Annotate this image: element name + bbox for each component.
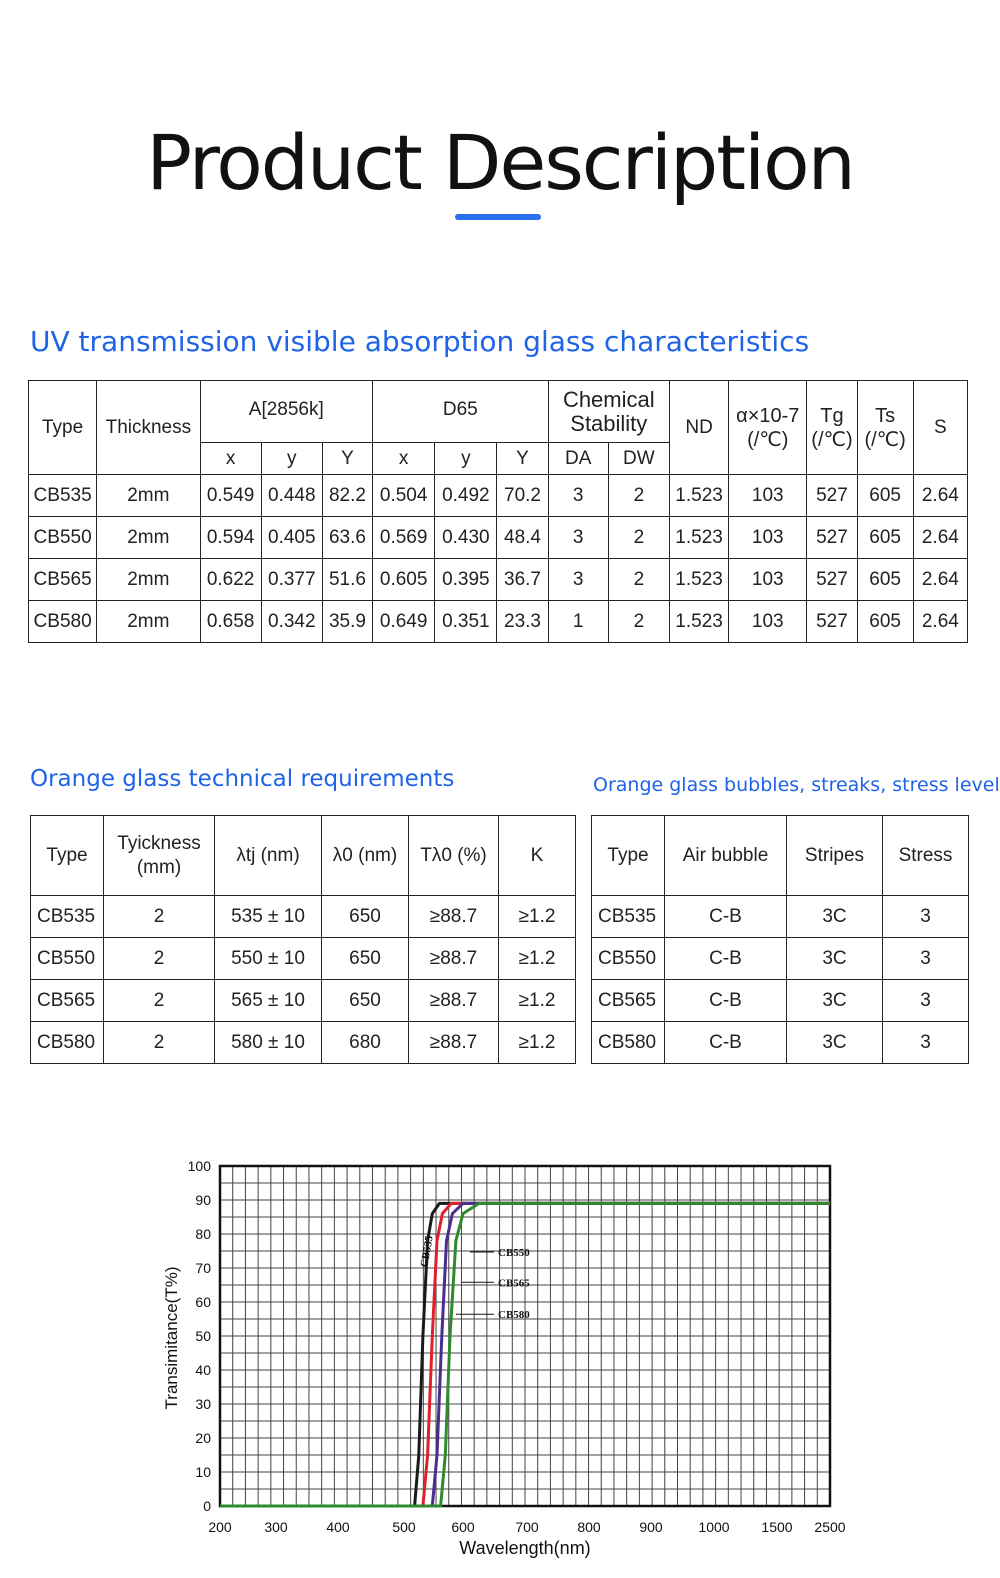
section2-title: Orange glass technical requirements	[30, 766, 455, 792]
cell: 2mm	[97, 559, 200, 601]
cell: C-B	[665, 896, 787, 938]
cell: 0.658	[200, 601, 261, 643]
cell: 3	[883, 980, 969, 1022]
cell: 650	[322, 938, 409, 980]
cell: 0.430	[435, 517, 497, 559]
header-thickness: Thickness	[97, 381, 200, 475]
y-axis-ticks	[188, 1158, 212, 1514]
transmittance-chart	[0, 1140, 1000, 1578]
cell: CB580	[592, 1022, 665, 1064]
x-tick-label: 200	[208, 1519, 232, 1535]
bubbles-streaks-stress-table	[591, 815, 969, 1064]
table-row	[592, 1022, 969, 1064]
cell: 0.549	[200, 475, 261, 517]
cell: 36.7	[497, 559, 548, 601]
header-tg-line2: (/℃)	[811, 428, 853, 451]
header-chemical-stability	[548, 381, 669, 443]
cell: 103	[729, 601, 807, 643]
header-alpha-line2: (/℃)	[747, 428, 789, 451]
cell: 2	[608, 475, 669, 517]
cell: 2	[104, 1022, 215, 1064]
cell: ≥88.7	[409, 1022, 499, 1064]
cell: CB550	[29, 517, 97, 559]
header-d65: D65	[373, 381, 549, 443]
header-tg	[807, 381, 857, 475]
cell: 0.504	[373, 475, 435, 517]
x-axis-label: Wavelength(nm)	[459, 1538, 591, 1558]
table-row	[31, 980, 576, 1022]
table-row	[29, 475, 968, 517]
x-tick-label: 700	[515, 1519, 539, 1535]
y-tick-label: 60	[195, 1294, 211, 1310]
cell: 2.64	[913, 517, 967, 559]
header-a-x: x	[200, 443, 261, 475]
cell: CB580	[29, 601, 97, 643]
cell: 0.405	[261, 517, 322, 559]
cell: 2mm	[97, 517, 200, 559]
header-ts-line2: (/℃)	[864, 428, 906, 451]
annotation-cb550: CB550	[498, 1247, 530, 1260]
cell: 0.448	[261, 475, 322, 517]
header-thickness	[104, 816, 215, 896]
cell: 0.605	[373, 559, 435, 601]
cell: 2.64	[913, 475, 967, 517]
header-ltj: λtj (nm)	[215, 816, 322, 896]
cell: 3C	[787, 896, 883, 938]
cell: C-B	[665, 980, 787, 1022]
cell: 2	[104, 896, 215, 938]
y-axis-label: Transimitance(T%)	[162, 1266, 181, 1410]
cell: CB535	[592, 896, 665, 938]
y-tick-label: 70	[195, 1260, 211, 1276]
header-ts-line1: Ts	[875, 404, 896, 427]
cell: 527	[807, 601, 857, 643]
cell: 2	[608, 559, 669, 601]
cell: 0.342	[261, 601, 322, 643]
table-row	[29, 517, 968, 559]
header-stress: Stress	[883, 816, 969, 896]
x-tick-label: 800	[577, 1519, 601, 1535]
table-row	[29, 601, 968, 643]
cell: 565 ± 10	[215, 980, 322, 1022]
header-a-y: y	[261, 443, 322, 475]
table-row	[31, 938, 576, 980]
header-dw: DW	[608, 443, 669, 475]
cell: CB535	[29, 475, 97, 517]
header-stripes: Stripes	[787, 816, 883, 896]
table-row	[31, 896, 576, 938]
table-row	[31, 1022, 576, 1064]
section3-title: Orange glass bubbles, streaks, stress level	[593, 774, 1000, 796]
header-type: Type	[31, 816, 104, 896]
header-a2856k: A[2856k]	[200, 381, 373, 443]
cell: 580 ± 10	[215, 1022, 322, 1064]
cell: 3	[548, 559, 608, 601]
header-da: DA	[548, 443, 608, 475]
cell: ≥88.7	[409, 896, 499, 938]
header-l0: λ0 (nm)	[322, 816, 409, 896]
cell: C-B	[665, 938, 787, 980]
y-tick-label: 20	[195, 1430, 211, 1446]
cell: 605	[857, 475, 913, 517]
cell: 2mm	[97, 475, 200, 517]
cell: 2.64	[913, 601, 967, 643]
header-air-bubble: Air bubble	[665, 816, 787, 896]
cell: 3	[883, 1022, 969, 1064]
x-tick-label: 1000	[698, 1519, 730, 1535]
cell: 650	[322, 980, 409, 1022]
cell: 0.492	[435, 475, 497, 517]
cell: 527	[807, 475, 857, 517]
cell: 0.377	[261, 559, 322, 601]
header-d-y: y	[435, 443, 497, 475]
cell: ≥88.7	[409, 938, 499, 980]
cell: ≥88.7	[409, 980, 499, 1022]
table-row	[592, 938, 969, 980]
cell: 2	[104, 980, 215, 1022]
header-alpha	[729, 381, 807, 475]
cell: 51.6	[322, 559, 372, 601]
cell: 2.64	[913, 559, 967, 601]
cell: 527	[807, 517, 857, 559]
header-alpha-line1: α×10-7	[736, 404, 800, 427]
x-tick-label: 2500	[814, 1519, 846, 1535]
cell: ≥1.2	[499, 938, 576, 980]
cell: CB565	[31, 980, 104, 1022]
x-tick-label: 900	[639, 1519, 663, 1535]
cell: 1.523	[669, 475, 728, 517]
cell: 1	[548, 601, 608, 643]
x-tick-label: 1500	[761, 1519, 793, 1535]
cell: 535 ± 10	[215, 896, 322, 938]
cell: 3	[548, 517, 608, 559]
cell: 605	[857, 517, 913, 559]
cell: 527	[807, 559, 857, 601]
header-type: Type	[592, 816, 665, 896]
y-tick-label: 80	[195, 1226, 211, 1242]
cell: 1.523	[669, 559, 728, 601]
x-tick-label: 600	[451, 1519, 475, 1535]
table-row	[592, 896, 969, 938]
cell: 3	[883, 938, 969, 980]
table-row	[29, 559, 968, 601]
x-tick-label: 500	[392, 1519, 416, 1535]
cell: CB565	[592, 980, 665, 1022]
cell: 103	[729, 475, 807, 517]
header-type: Type	[29, 381, 97, 475]
cell: 23.3	[497, 601, 548, 643]
cell: C-B	[665, 1022, 787, 1064]
cell: 48.4	[497, 517, 548, 559]
cell: 605	[857, 601, 913, 643]
header-d-x: x	[373, 443, 435, 475]
cell: 550 ± 10	[215, 938, 322, 980]
annotation-cb580: CB580	[498, 1309, 530, 1322]
cell: 103	[729, 559, 807, 601]
header-tl0: Tλ0 (%)	[409, 816, 499, 896]
header-nd: ND	[669, 381, 728, 475]
x-tick-label: 400	[326, 1519, 350, 1535]
cell: 650	[322, 896, 409, 938]
section1-title: UV transmission visible absorption glass characteristics	[30, 325, 810, 358]
cell: 2	[608, 601, 669, 643]
cell: CB550	[592, 938, 665, 980]
y-tick-label: 40	[195, 1362, 211, 1378]
x-tick-label: 300	[264, 1519, 288, 1535]
annotation-cb535: CB535	[418, 1234, 436, 1269]
cell: CB535	[31, 896, 104, 938]
cell: 0.622	[200, 559, 261, 601]
cell: 3C	[787, 980, 883, 1022]
cell: 63.6	[322, 517, 372, 559]
cell: 3C	[787, 938, 883, 980]
y-tick-label: 50	[195, 1328, 211, 1344]
y-tick-label: 0	[203, 1498, 211, 1514]
cell: 0.594	[200, 517, 261, 559]
header-d-Y: Y	[497, 443, 548, 475]
cell: 3	[548, 475, 608, 517]
cell: 1.523	[669, 517, 728, 559]
cell: 2	[104, 938, 215, 980]
cell: 1.523	[669, 601, 728, 643]
cell: CB550	[31, 938, 104, 980]
cell: 103	[729, 517, 807, 559]
cell: 35.9	[322, 601, 372, 643]
cell: 0.351	[435, 601, 497, 643]
cell: 0.395	[435, 559, 497, 601]
cell: CB565	[29, 559, 97, 601]
cell: 3	[883, 896, 969, 938]
y-tick-label: 30	[195, 1396, 211, 1412]
table-row	[592, 980, 969, 1022]
cell: 0.569	[373, 517, 435, 559]
annotation-cb565: CB565	[498, 1277, 530, 1290]
cell: 605	[857, 559, 913, 601]
header-s: S	[913, 381, 967, 475]
cell: ≥1.2	[499, 896, 576, 938]
cell: 680	[322, 1022, 409, 1064]
title-underline	[455, 214, 541, 220]
y-tick-label: 90	[195, 1192, 211, 1208]
glass-characteristics-table	[28, 380, 968, 643]
cell: 2mm	[97, 601, 200, 643]
cell: ≥1.2	[499, 1022, 576, 1064]
cell: 70.2	[497, 475, 548, 517]
cell: 82.2	[322, 475, 372, 517]
cell: 2	[608, 517, 669, 559]
page-title: Product Description	[146, 118, 854, 207]
cell: 0.649	[373, 601, 435, 643]
header-chemical-line2: Stability	[570, 410, 648, 436]
header-chemical-line1: Chemical	[562, 386, 655, 412]
technical-requirements-table	[30, 815, 576, 1064]
header-thickness-line1: Tyickness	[117, 832, 201, 854]
header-a-Y: Y	[322, 443, 372, 475]
cell: 3C	[787, 1022, 883, 1064]
x-axis-ticks	[208, 1519, 845, 1535]
cell: CB580	[31, 1022, 104, 1064]
y-tick-label: 10	[195, 1464, 211, 1480]
header-k: K	[499, 816, 576, 896]
header-ts	[857, 381, 913, 475]
cell: ≥1.2	[499, 980, 576, 1022]
y-tick-label: 100	[187, 1158, 211, 1174]
chart-grid	[220, 1166, 830, 1506]
header-tg-line1: Tg	[820, 404, 844, 427]
header-thickness-line2: (mm)	[136, 856, 182, 878]
